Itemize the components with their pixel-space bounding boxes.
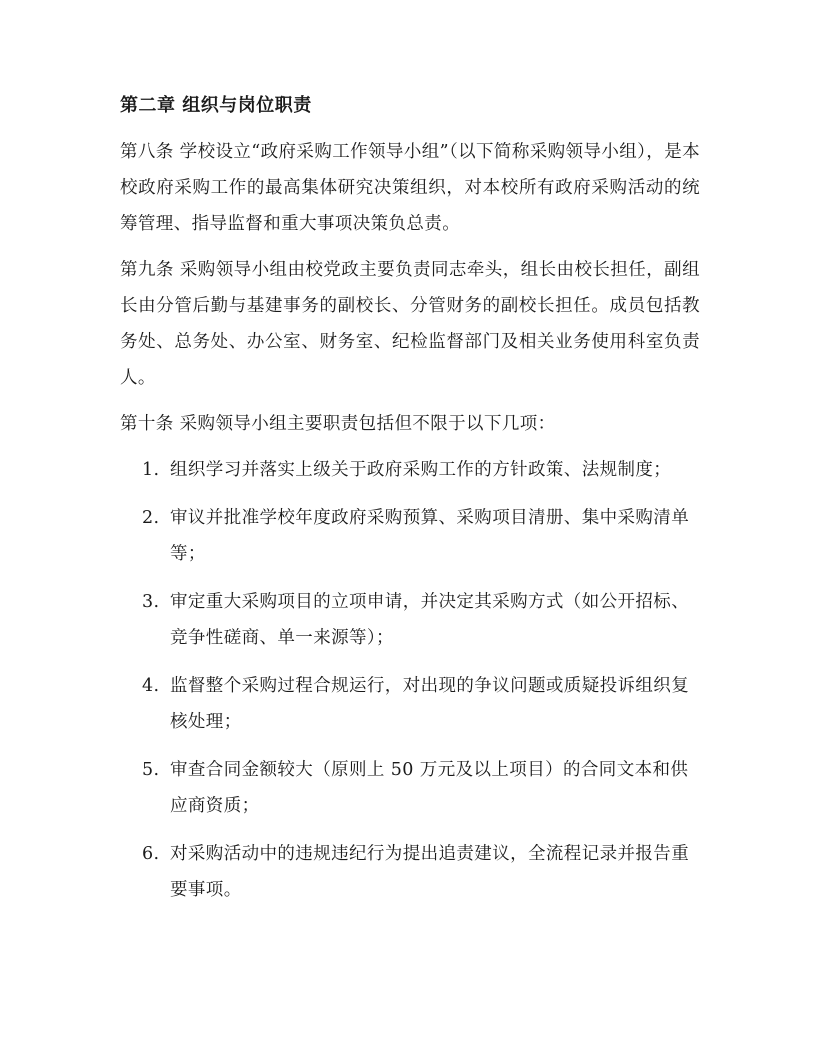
list-item <box>120 500 700 572</box>
list-item-number: 2. <box>142 508 160 528</box>
list-item-text: 对采购活动中的违规违纪行为提出追责建议，全流程记录并报告重要事项。 <box>170 844 690 900</box>
list-item-number: 4. <box>142 676 160 696</box>
list-item <box>120 668 700 740</box>
article-8: 第八条 学校设立“政府采购工作领导小组”（以下简称采购领导小组），是本校政府采购工作的最高集体研究决策组织，对本校所有政府采购活动的统筹管理、指导监督和重大事项决策负总责。 <box>120 142 701 234</box>
list-item-number: 6. <box>142 844 160 864</box>
list-item-text: 审查合同金额较大（原则上 50 万元及以上项目）的合同文本和供应商资质； <box>170 760 689 816</box>
article-10: 第十条 采购领导小组主要职责包括但不限于以下几项： <box>120 414 556 434</box>
chapter-title: 第二章 组织与岗位职责 <box>120 95 312 116</box>
list-item-text: 审定重大采购项目的立项申请，并决定其采购方式（如公开招标、竞争性磋商、单一来源等）； <box>170 592 690 648</box>
list-item-text: 组织学习并落实上级关于政府采购工作的方针政策、法规制度； <box>170 460 672 480</box>
list-item-text: 审议并批准学校年度政府采购预算、采购项目清册、集中采购清单等； <box>170 508 690 564</box>
document-page <box>120 88 700 920</box>
list-item-number: 1. <box>142 460 160 480</box>
list-item <box>120 452 700 488</box>
list-item <box>120 752 700 824</box>
list-item <box>120 584 700 656</box>
article-9: 第九条 采购领导小组由校党政主要负责同志牵头，组长由校长担任，副组长由分管后勤与基建事务的副校长、分管财务的副校长担任。成员包括教务处、总务处、办公室、财务室、纪检监督部门及相关业务使用科室负责人。 <box>120 260 700 388</box>
list-item-number: 3. <box>142 592 160 612</box>
duties-list <box>120 452 700 908</box>
list-item <box>120 836 700 908</box>
list-item-number: 5. <box>142 760 160 780</box>
list-item-text: 监督整个采购过程合规运行，对出现的争议问题或质疑投诉组织复核处理； <box>170 676 690 732</box>
